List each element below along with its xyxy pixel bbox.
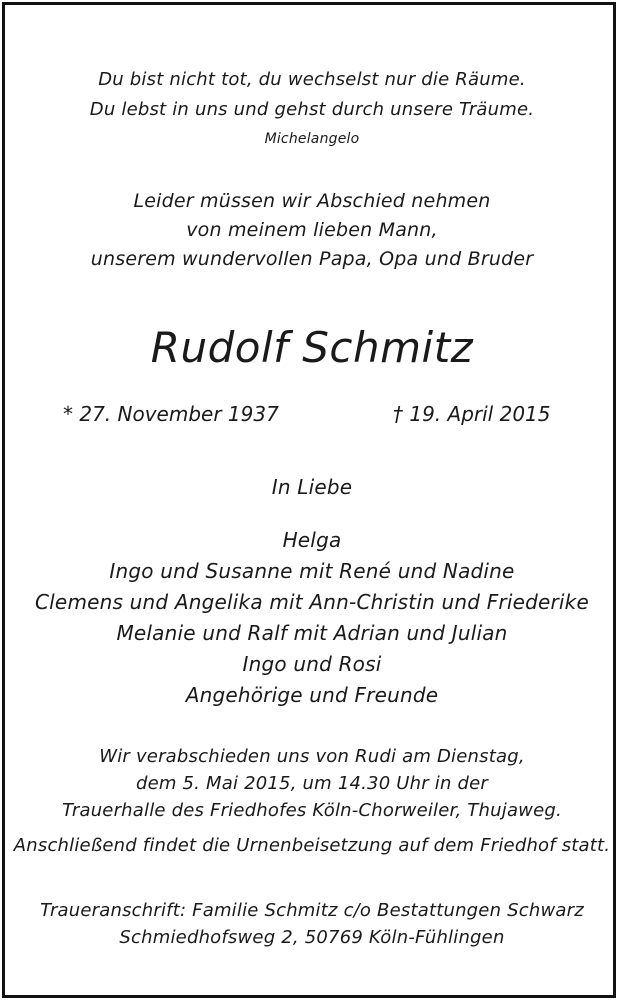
mourner-line: Ingo und Rosi <box>242 652 382 676</box>
mourner-line: Angehörige und Freunde <box>185 683 439 707</box>
service-line-2: dem 5. Mai 2015, um 14.30 Uhr in der <box>135 773 489 794</box>
service-line-4: Anschließend findet die Urnenbeisetzung auf dem Friedhof statt. <box>13 835 611 856</box>
service-line-3: Trauerhalle des Friedhofes Köln-Chorweiler, Thujaweg. <box>62 800 562 821</box>
intro-line-1: Leider müssen wir Abschied nehmen <box>133 190 491 212</box>
deceased-name: Rudolf Schmitz <box>150 323 474 372</box>
mourner-line: Melanie und Ralf mit Adrian und Julian <box>116 621 508 645</box>
closing-phrase: In Liebe <box>271 475 353 499</box>
obituary-frame <box>2 2 616 998</box>
quote-author: Michelangelo <box>264 131 360 147</box>
quote-line-1: Du bist nicht tot, du wechselst nur die Räume. <box>98 69 526 90</box>
service-line-1: Wir verabschieden uns von Rudi am Dienstag, <box>99 746 525 767</box>
mourner-line: Helga <box>282 528 342 552</box>
death-date: † 19. April 2015 <box>393 402 551 426</box>
quote-line-2: Du lebst in uns und gehst durch unsere Träume. <box>89 99 535 120</box>
address-line-2: Schmiedhofsweg 2, 50769 Köln-Fühlingen <box>119 927 505 948</box>
mourner-line: Ingo und Susanne mit René und Nadine <box>109 559 515 583</box>
intro-line-3: unserem wundervollen Papa, Opa und Bruder <box>90 248 534 270</box>
birth-date: * 27. November 1937 <box>63 402 279 426</box>
mourner-line: Clemens und Angelika mit Ann-Christin und Friederike <box>35 590 589 614</box>
address-line-1: Traueranschrift: Familie Schmitz c/o Bestattungen Schwarz <box>40 900 584 921</box>
intro-line-2: von meinem lieben Mann, <box>186 219 438 241</box>
